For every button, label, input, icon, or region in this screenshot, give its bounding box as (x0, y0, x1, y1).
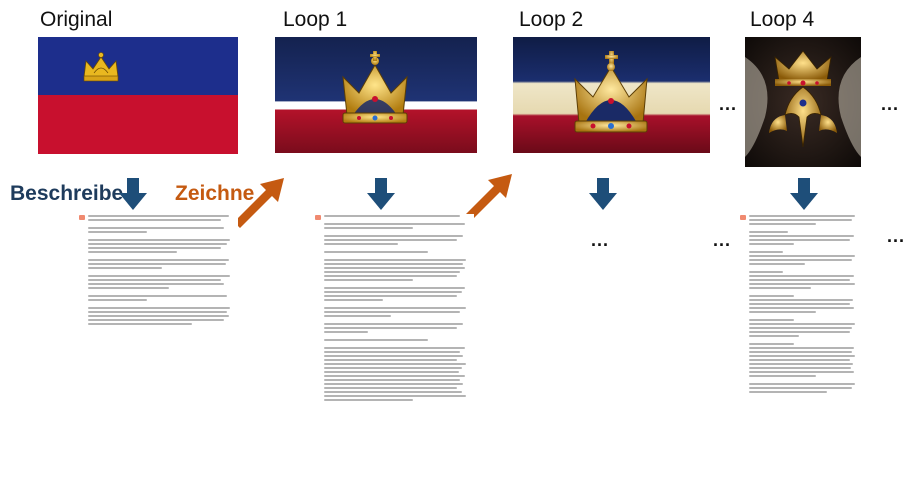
ellipsis-image-row-2: ... (881, 94, 900, 114)
ellipsis-text-row-3: ... (887, 226, 906, 246)
column-title-loop-1: Loop 1 (283, 8, 348, 31)
label-describe: Beschreibe (10, 182, 124, 205)
loop-4-image (745, 37, 861, 167)
description-document-loop-1 (314, 214, 474, 468)
description-document-original (78, 214, 238, 384)
ellipsis-text-row-1: ... (591, 230, 610, 250)
column-title-original: Original (40, 8, 113, 31)
down-arrow-icon (589, 178, 617, 210)
down-arrow-icon (119, 178, 147, 210)
column-title-loop-2: Loop 2 (519, 8, 584, 31)
down-arrow-icon (790, 178, 818, 210)
document-icon (79, 215, 85, 220)
down-arrow-icon (367, 178, 395, 210)
description-document-loop-4 (739, 214, 863, 460)
document-icon (740, 215, 746, 220)
diagonal-arrow-icon (232, 174, 288, 230)
document-icon (315, 215, 321, 220)
original-flag-image (38, 37, 238, 154)
column-title-loop-4: Loop 4 (750, 8, 815, 31)
label-draw: Zeichne (175, 182, 255, 205)
ellipsis-text-row-2: ... (713, 230, 732, 250)
ellipsis-image-row-1: ... (719, 94, 738, 114)
loop-2-image (513, 37, 710, 153)
loop-1-image (275, 37, 477, 153)
